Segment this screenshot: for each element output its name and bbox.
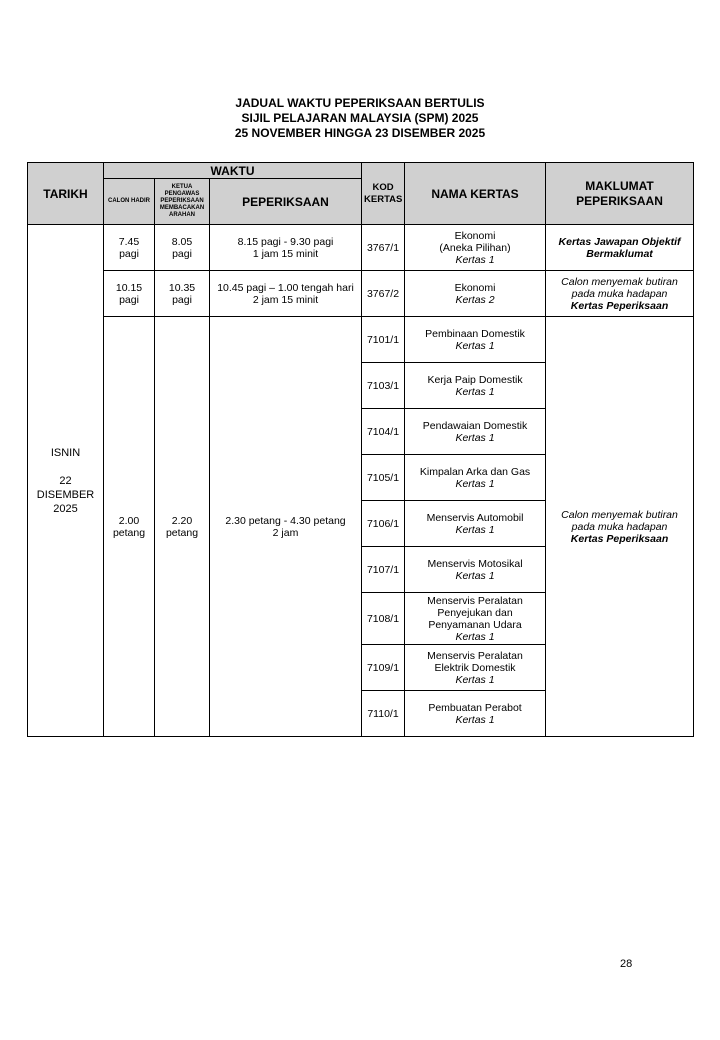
maklumat-cell: Kertas Jawapan Objektif Bermaklumat (546, 225, 694, 271)
header-calon-hadir: CALON HADIR (104, 179, 155, 225)
header-waktu: WAKTU (104, 163, 362, 179)
nama-kertas-cell: Ekonomi (Aneka Pilihan) Kertas 1 (405, 225, 546, 271)
date-number: 22 (59, 474, 72, 487)
nama-kertas-cell: Kimpalan Arka dan Gas Kertas 1 (405, 455, 546, 501)
peperiksaan-cell: 10.45 pagi – 1.00 tengah hari 2 jam 15 minit (210, 271, 362, 317)
nama-kertas-cell: Pendawaian Domestik Kertas 1 (405, 409, 546, 455)
title-line-1: JADUAL WAKTU PEPERIKSAAN BERTULIS (235, 96, 485, 110)
nama-kertas-cell: Menservis Peralatan Penyejukan dan Penyamanan Udara Kertas 1 (405, 593, 546, 645)
exam-timetable (27, 162, 694, 737)
kod-kertas-cell: 3767/1 (362, 225, 405, 271)
header-nama-kertas: NAMA KERTAS (405, 163, 546, 225)
peperiksaan-cell: 2.30 petang - 4.30 petang 2 jam (210, 317, 362, 737)
title-line-3: 25 NOVEMBER HINGGA 23 DISEMBER 2025 (234, 126, 486, 140)
ketua-pengawas-cell: 2.20 petang (155, 317, 210, 737)
date-month: DISEMBER (36, 488, 95, 501)
nama-kertas-cell: Menservis Automobil Kertas 1 (405, 501, 546, 547)
nama-kertas-cell: Pembinaan Domestik Kertas 1 (405, 317, 546, 363)
kod-kertas-cell: 7106/1 (362, 501, 405, 547)
nama-kertas-cell: Menservis Peralatan Elektrik Domestik Kertas 1 (405, 645, 546, 691)
kod-kertas-cell: 7104/1 (362, 409, 405, 455)
page-number: 28 (620, 958, 633, 970)
document-title (0, 96, 720, 141)
kod-kertas-cell: 3767/2 (362, 271, 405, 317)
kod-kertas-cell: 7110/1 (362, 691, 405, 737)
maklumat-cell: Calon menyemak butiran pada muka hadapan Kertas Peperiksaan (546, 271, 694, 317)
calon-hadir-cell: 10.15 pagi (104, 271, 155, 317)
kod-kertas-cell: 7101/1 (362, 317, 405, 363)
calon-hadir-cell: 2.00 petang (104, 317, 155, 737)
header-kod-kertas: KOD KERTAS (362, 163, 405, 225)
ketua-pengawas-cell: 8.05 pagi (155, 225, 210, 271)
kod-kertas-cell: 7108/1 (362, 593, 405, 645)
kod-kertas-cell: 7107/1 (362, 547, 405, 593)
date-year: 2025 (53, 502, 78, 515)
nama-kertas-cell: Pembuatan Perabot Kertas 1 (405, 691, 546, 737)
kod-kertas-cell: 7105/1 (362, 455, 405, 501)
date-day: ISNIN (50, 446, 81, 459)
kod-kertas-cell: 7109/1 (362, 645, 405, 691)
kod-kertas-cell: 7103/1 (362, 363, 405, 409)
nama-kertas-cell: Menservis Motosikal Kertas 1 (405, 547, 546, 593)
nama-kertas-cell: Kerja Paip Domestik Kertas 1 (405, 363, 546, 409)
header-ketua-pengawas: KETUA PENGAWAS PEPERIKSAAN MEMBACAKAN ARAHAN (155, 179, 210, 225)
maklumat-cell: Calon menyemak butiran pada muka hadapan Kertas Peperiksaan (546, 317, 694, 737)
peperiksaan-cell: 8.15 pagi - 9.30 pagi 1 jam 15 minit (210, 225, 362, 271)
nama-kertas-cell: Ekonomi Kertas 2 (405, 271, 546, 317)
header-peperiksaan: PEPERIKSAAN (210, 179, 362, 225)
header-maklumat: MAKLUMAT PEPERIKSAAN (546, 163, 694, 225)
ketua-pengawas-cell: 10.35 pagi (155, 271, 210, 317)
title-line-2: SIJIL PELAJARAN MALAYSIA (SPM) 2025 (241, 111, 479, 125)
date-cell (28, 225, 104, 737)
calon-hadir-cell: 7.45 pagi (104, 225, 155, 271)
header-tarikh: TARIKH (28, 163, 104, 225)
